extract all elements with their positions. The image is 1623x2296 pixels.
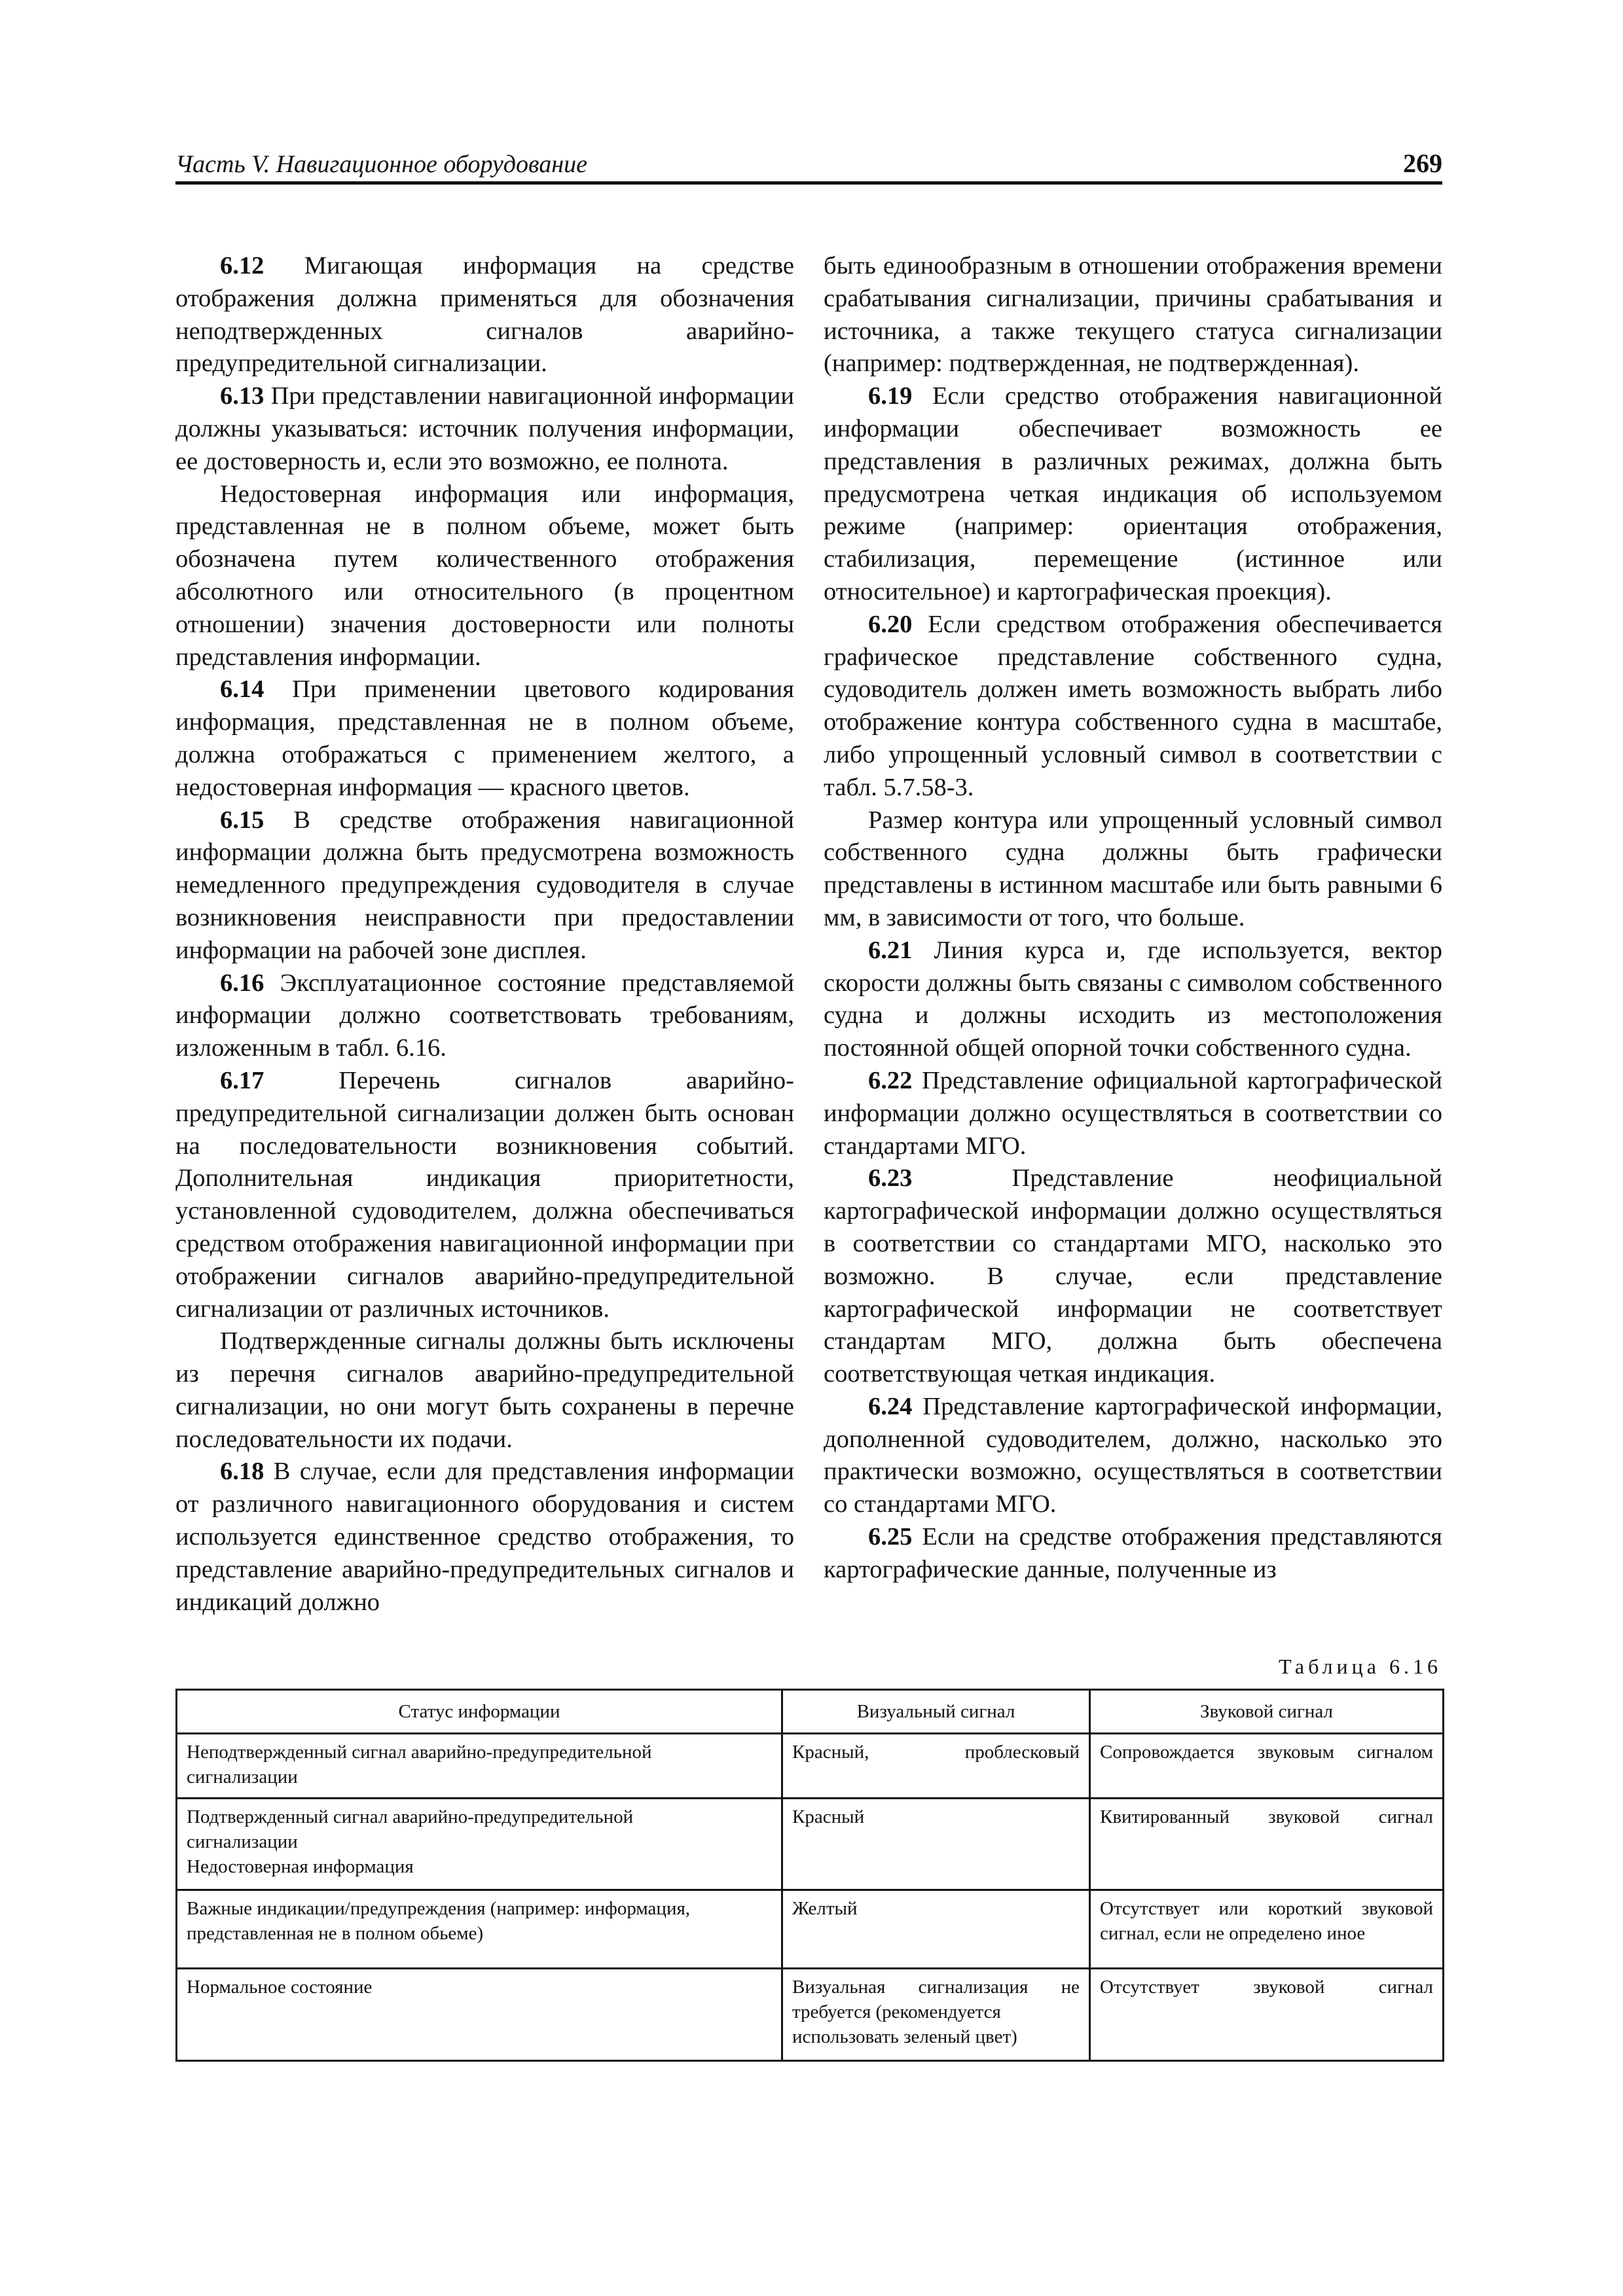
sound-signal-cell xyxy=(1090,1734,1444,1799)
paragraph-text: Мигающая информация на средстве отображения должна применяться для обозначения неподтвержденных сигналов аварийно-предупредительной сигнализации. xyxy=(175,252,794,378)
cell-text: требуется (рекомендуется xyxy=(792,2001,1001,2022)
header-visual-signal: Визуальный сигнал xyxy=(782,1690,1090,1734)
visual-signal-cell xyxy=(782,1890,1090,1969)
clause-number: 6.16 xyxy=(220,969,264,997)
paragraph xyxy=(175,673,794,804)
left-text-column xyxy=(175,250,794,1619)
table-row xyxy=(177,1734,1444,1799)
running-title: Часть V. Навигационное оборудование xyxy=(175,151,587,178)
paragraph-text: В случае, если для представления информации от различного навигационного оборудования и систем используется единственное средство отображения, то представление аварийно-предупредительных сигналов и индикаций должно xyxy=(175,1458,794,1616)
paragraph xyxy=(824,609,1442,804)
clause-number: 6.17 xyxy=(220,1066,264,1094)
cell-text: Визуальная сигнализация не xyxy=(792,1976,1080,1998)
paragraph xyxy=(824,1162,1442,1391)
paragraph xyxy=(175,804,794,967)
clause-number: 6.18 xyxy=(220,1458,264,1486)
cell-text: Желтый xyxy=(792,1898,858,1920)
clause-number: 6.21 xyxy=(868,936,913,964)
right-text-column xyxy=(824,250,1442,1587)
paragraph-text: Перечень сигналов аварийно-предупредительной сигнализации должен быть основан на последовательности возникновения событий. Дополнительная индикация приоритетности, установленной судоводителем, должна обеспечиваться средством отображения навигационной информации при отображении сигналов аварийно-предупредительной сигнализации от различных источников. xyxy=(175,1066,794,1323)
status-cell xyxy=(177,1734,782,1799)
paragraph-text: Подтвержденные сигналы должны быть исключены из перечня сигналов аварийно-предупредительной сигнализации, но они могут быть сохранены в перечне последовательности их подачи. xyxy=(175,1327,794,1453)
paragraph-text: При применении цветового кодирования информация, представленная не в полном объеме, должна отображаться с применением желтого, а недостоверная информация — красного цветов. xyxy=(175,675,794,801)
paragraph-text: При представлении навигационной информации должны указываться: источник получения информации, ее достоверность и, если это возможно, ее полнота. xyxy=(175,382,794,475)
paragraph xyxy=(175,478,794,674)
cell-text: Красный, проблесковый xyxy=(792,1742,1080,1763)
table-row xyxy=(177,1968,1444,2060)
paragraph xyxy=(175,250,794,380)
clause-number: 6.19 xyxy=(868,382,913,410)
clause-number: 6.15 xyxy=(220,806,264,834)
paragraph-text: Если на средстве отображения представляются картографические данные, полученные из xyxy=(824,1523,1442,1583)
cell-text: Недостоверная информация xyxy=(187,1856,414,1878)
cell-text: Подтвержденный сигнал аварийно-предупредительной xyxy=(187,1806,634,1828)
sound-signal-cell xyxy=(1090,1799,1444,1890)
page-header xyxy=(175,141,1442,185)
cell-text: сигнализации xyxy=(187,1831,298,1853)
paragraph xyxy=(824,935,1442,1065)
paragraph xyxy=(175,1065,794,1325)
paragraph-text: Недостоверная информация или информация, представленная не в полном объеме, может быть обозначена путем количественного отображения абсолютного или относительного (в процентном отношении) значения достоверности или полноты представления информации. xyxy=(175,480,794,671)
clause-number: 6.20 xyxy=(868,610,913,638)
paragraph-text: Если средство отображения навигационной информации обеспечивает возможность ее представления в различных режимах, должна быть предусмотрена четкая индикация об используемом режиме (например: ориентация отображения, стабилизация, перемещение (истинное или относительное) и картографическая проекция). xyxy=(824,382,1442,605)
table-header-row xyxy=(177,1690,1444,1734)
cell-text: Красный xyxy=(792,1806,865,1828)
header-sound-signal: Звуковой сигнал xyxy=(1090,1690,1444,1734)
paragraph-text: Представление картографической информации, дополненной судоводителем, должно, насколько это практически возможно, осуществляться в соответствии со стандартами МГО. xyxy=(824,1392,1442,1518)
page-number: 269 xyxy=(1403,149,1442,178)
cell-text: сигнализации xyxy=(187,1767,298,1787)
visual-signal-cell xyxy=(782,1734,1090,1799)
sound-signal-cell xyxy=(1090,1968,1444,2060)
paragraph xyxy=(824,1521,1442,1587)
status-cell xyxy=(177,1799,782,1890)
paragraph xyxy=(824,804,1442,935)
clause-number: 6.22 xyxy=(868,1066,913,1094)
paragraph xyxy=(824,1391,1442,1521)
clause-number: 6.13 xyxy=(220,382,264,410)
status-signal-table xyxy=(175,1689,1444,2062)
table-row xyxy=(177,1890,1444,1969)
paragraph xyxy=(175,1325,794,1456)
paragraph-text: быть единообразным в отношении отображения времени срабатывания сигнализации, причины срабатывания и источника, а также текущего статуса сигнализации (например: подтвержденная, не подтвержденная). xyxy=(824,252,1442,378)
visual-signal-cell xyxy=(782,1968,1090,2060)
paragraph-text: Эксплуатационное состояние представляемой информации должно соответствовать требованиям, изложенным в табл. 6.16. xyxy=(175,969,794,1062)
paragraph xyxy=(175,1456,794,1619)
visual-signal-cell xyxy=(782,1799,1090,1890)
cell-text: Важные индикации/предупреждения (например: информация, xyxy=(187,1898,691,1920)
table-row xyxy=(177,1799,1444,1890)
clause-number: 6.12 xyxy=(220,252,264,279)
clause-number: 6.25 xyxy=(868,1523,913,1551)
clause-number: 6.14 xyxy=(220,675,264,704)
paragraph xyxy=(824,1065,1442,1162)
cell-text: Квитированный звуковой сигнал xyxy=(1100,1806,1433,1828)
cell-text: Нормальное состояние xyxy=(187,1976,373,1998)
clause-number: 6.24 xyxy=(868,1392,913,1420)
paragraph-text: Если средством отображения обеспечивается графическое представление собственного судна, судоводитель должен иметь возможность выбрать либо отображение контура собственного судна в масштабе, либо упрощенный условный символ в соответствии с табл. 5.7.58-3. xyxy=(824,610,1442,801)
cell-text: представленная не в полном обьеме) xyxy=(187,1923,484,1945)
clause-number: 6.23 xyxy=(868,1164,913,1193)
cell-text: использовать зеленый цвет) xyxy=(792,2026,1017,2047)
paragraph-text: Представление неофициальной картографической информации должно осуществляться в соответствии со стандартами МГО, насколько это возможно. В случае, если представление картографической информации не соответствует стандартам МГО, должна быть обеспечена соответствующая четкая индикация. xyxy=(824,1164,1442,1388)
paragraph xyxy=(824,250,1442,380)
cell-text: Сопровождается звуковым сигналом xyxy=(1100,1742,1433,1763)
paragraph xyxy=(175,967,794,1065)
sound-signal-cell xyxy=(1090,1890,1444,1969)
cell-text: сигнал, если не определено иное xyxy=(1100,1923,1366,1945)
paragraph-text: Размер контура или упрощенный условный символ собственного судна должны быть графически представлены в истинном масштабе или быть равными 6 мм, в зависимости от того, что больше. xyxy=(824,806,1442,931)
paragraph xyxy=(175,380,794,478)
paragraph-text: Линия курса и, где используется, вектор скорости должны быть связаны с символом собственного судна и должны исходить из местоположения постоянной общей опорной точки собственного судна. xyxy=(824,936,1442,1062)
table-caption: Таблица 6.16 xyxy=(1279,1655,1442,1678)
status-cell xyxy=(177,1890,782,1969)
status-cell xyxy=(177,1968,782,2060)
paragraph-text: Представление официальной картографической информации должно осуществляться в соответствии со стандартами МГО. xyxy=(824,1066,1442,1160)
cell-text: Неподтвержденный сигнал аварийно-предупредительной xyxy=(187,1742,652,1763)
header-status: Статус информации xyxy=(177,1690,782,1734)
cell-text: Отсутствует звуковой сигнал xyxy=(1100,1976,1433,1998)
cell-text: Отсутствует или короткий звуковой xyxy=(1100,1898,1433,1920)
paragraph xyxy=(824,380,1442,609)
paragraph-text: В средстве отображения навигационной информации должна быть предусмотрена возможность немедленного предупреждения судоводителя в случае возникновения неисправности при предоставлении информации на рабочей зоне дисплея. xyxy=(175,806,794,964)
